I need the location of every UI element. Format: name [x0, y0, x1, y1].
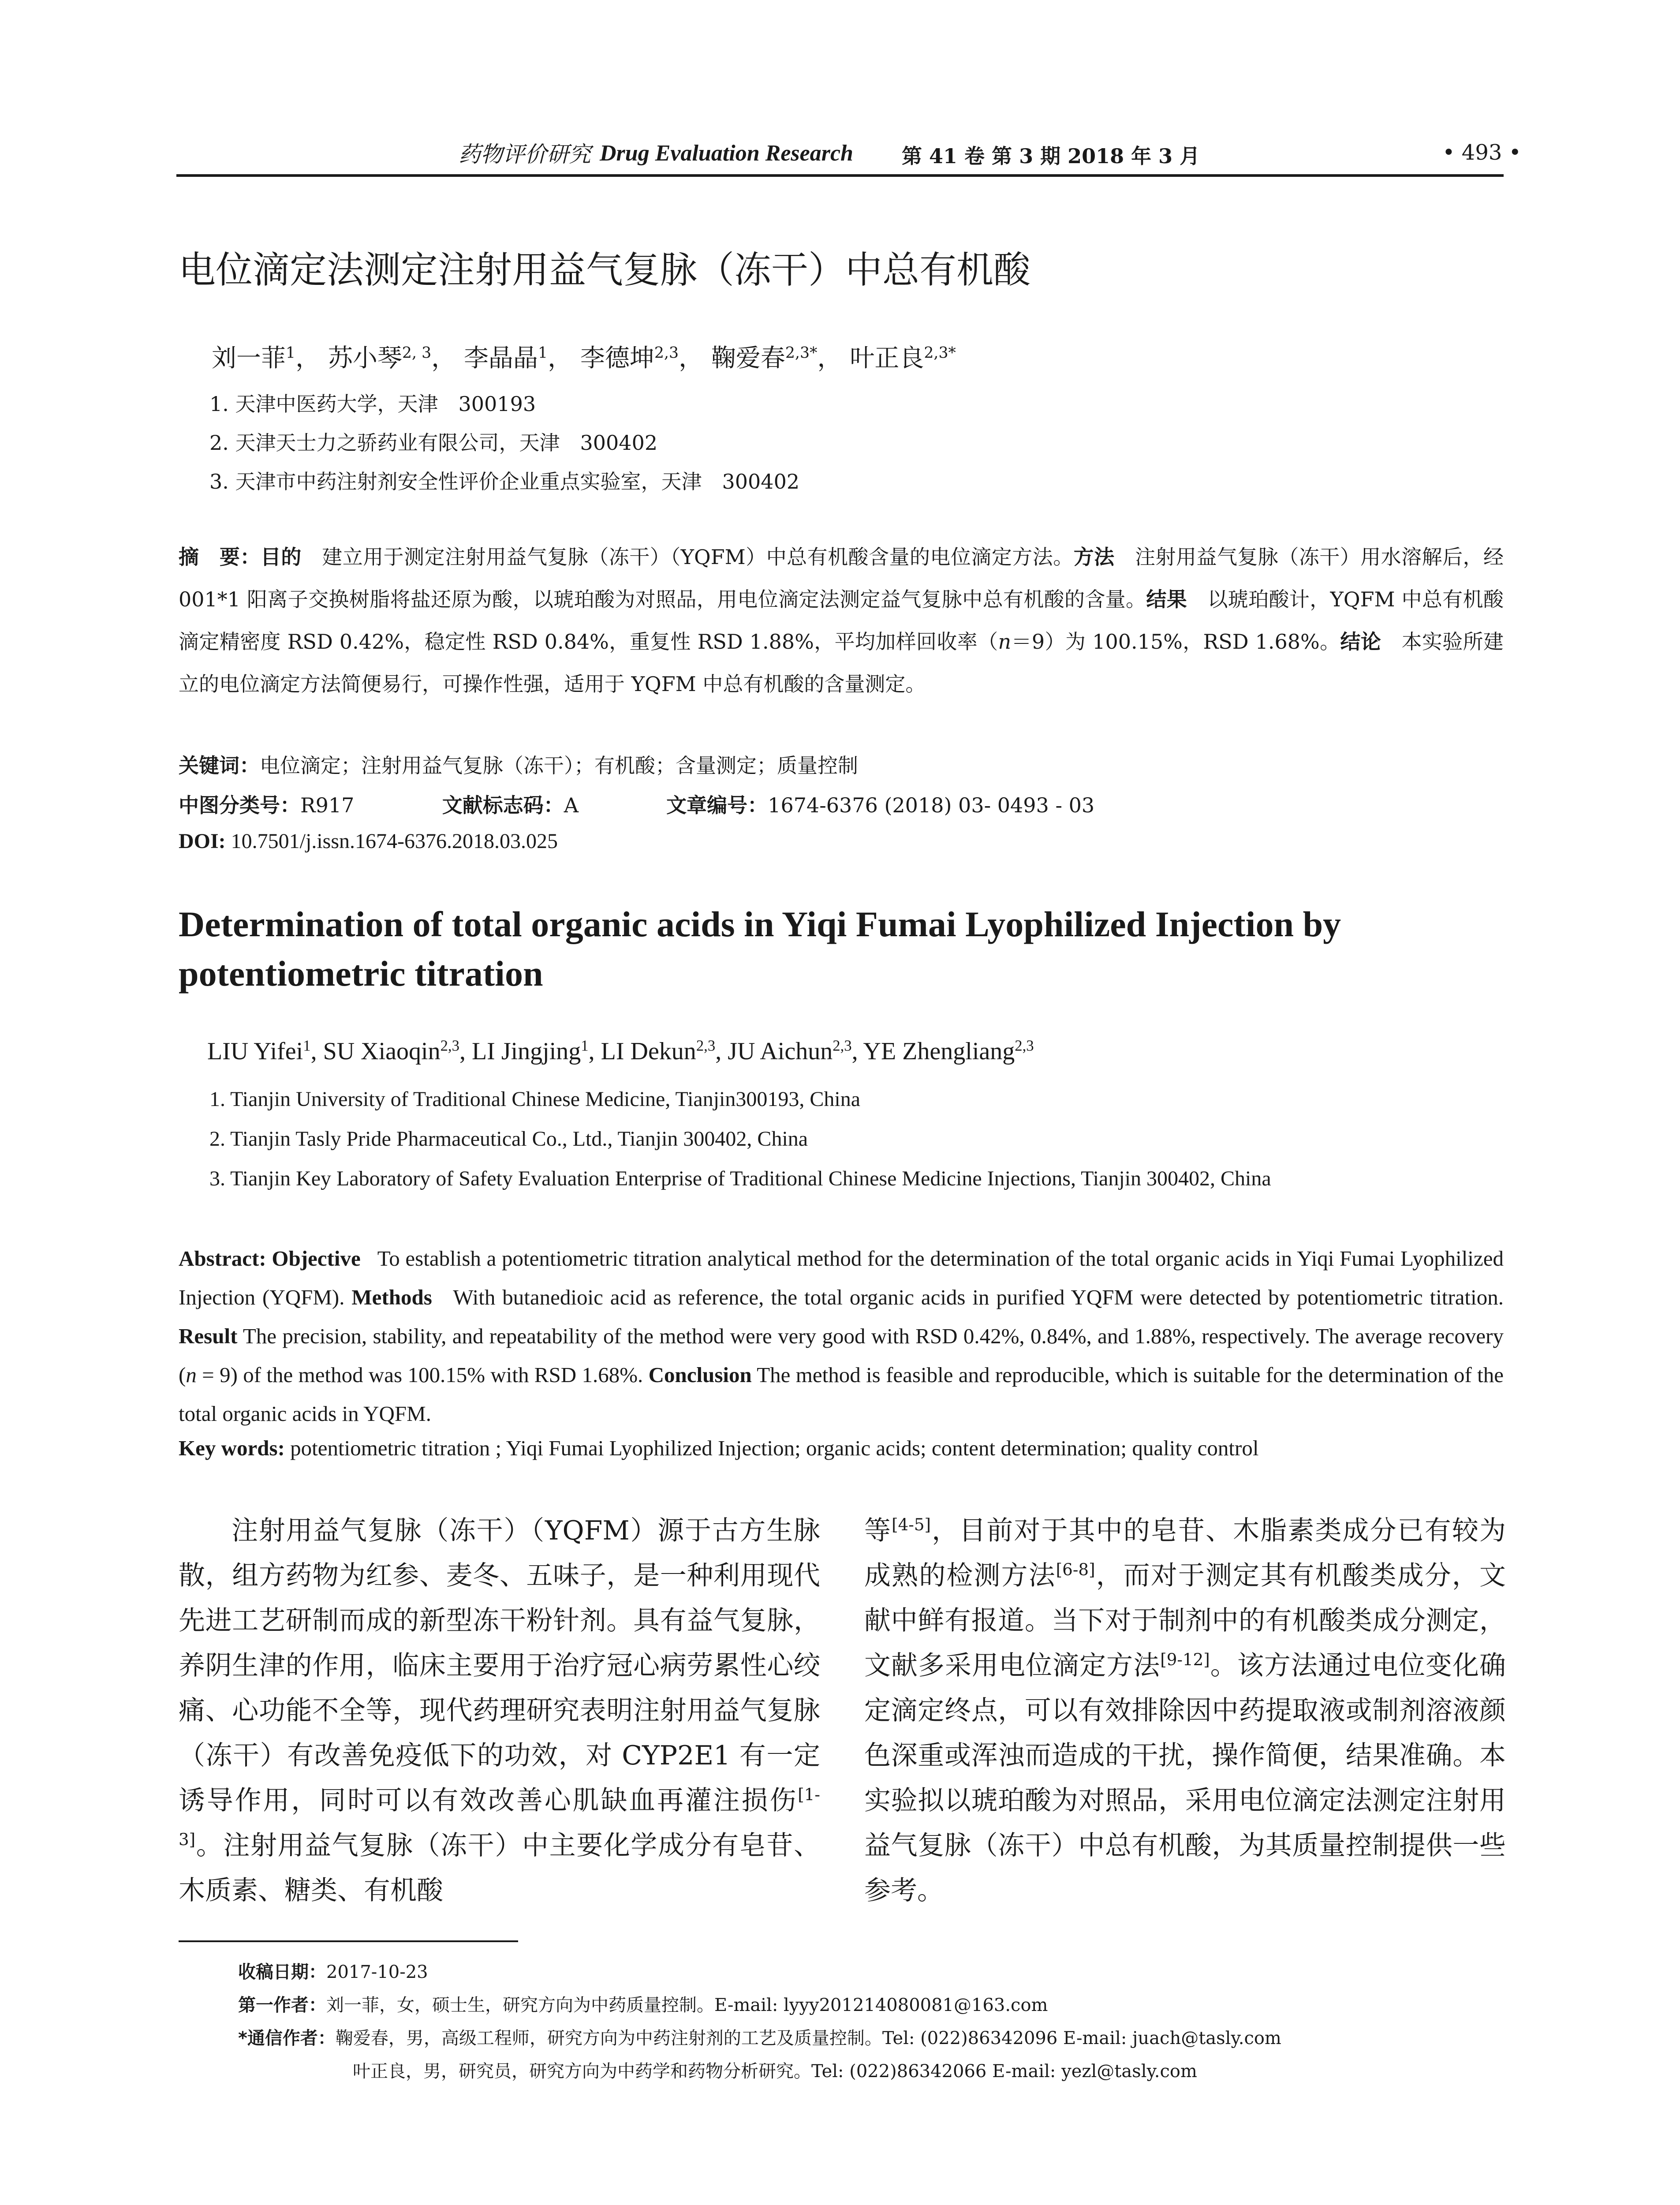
header-rule [176, 174, 1504, 177]
body-paragraph: 注射用益气复脉（冻干）（YQFM）源于古方生脉散，组方药物为红参、麦冬、五味子，是一种利用现代先进工艺研制而成的新型冻干粉针剂。具有益气复脉，养阴生津的作用，临床主要用于治疗冠心病劳累性心绞痛、心功能不全等，现代药理研究表明注射用益气复脉（冻干）有改善免疫低下的功效，对 CYP2E1 有一定诱导作用，同时可以有效改善心肌缺血再灌注损伤[1-3]。注射用益气复脉（冻干）中主要化学成分有皂苷、木质素、糖类、有机酸 [179, 1515, 820, 1906]
journal-logo-cn: 药物评价研究 [459, 142, 591, 167]
title-en: Determination of total organic acids in Yiqi Fumai Lyophilized Injection by potentiometric titration [179, 904, 1341, 994]
abstract-cn: 摘 要：目的 建立用于测定注射用益气复脉（冻干）（YQFM）中总有机酸含量的电位滴定方法。方法 注射用益气复脉（冻干）用水溶解后，经 001*1 阳离子交换树脂将盐还原为酸，以琥珀酸为对照品，用电位滴定法测定益气复脉中总有机酸的含量。结果 以琥珀酸计，YQFM 中总有机酸滴定精密度 RSD 0.42%，稳定性 RSD 0.84%，重复性 RSD 1.88%，平均加样回收率（n＝9）为 100.15%，RSD 1.68%。结论 本实验所建立的电位滴定方法简便易行，可操作性强，适用于 YQFM 中总有机酸的含量测定。 [179, 545, 1504, 696]
affiliation-en-2: 2. Tianjin Tasly Pride Pharmaceutical Co., Ltd., Tianjin 300402, China [209, 1127, 808, 1151]
body-column-left [179, 1508, 820, 1913]
classification-line: 中图分类号：R917 文献标志码：A 文章编号：1674-6376 (2018) 03- 0493 - 03 [179, 793, 1095, 817]
authors-cn: 刘一菲$^1$， 苏小琴$^{2, 3}$， 李晶晶$^1$， 李德坤$^{2,3}$， 鞠爱春$^{2,3*}$， 叶正良$^{2,3*}$ [212, 344, 956, 373]
footnote-received: 收稿日期：2017-10-23 [238, 1962, 428, 1982]
footnote-first-author: 第一作者：刘一菲，女，硕士生，研究方向为中药质量控制。E-mail: lyyy201214080081@163.com [238, 1995, 1048, 2015]
title-cn: 电位滴定法测定注射用益气复脉（冻干）中总有机酸 [179, 248, 1031, 292]
volume-issue: 第 41 卷 第 3 期 2018 年 3 月 [902, 144, 1200, 168]
author-cn: 李德坤$^{2,3}$ [580, 344, 679, 373]
affiliation-cn-2: 2. 天津天士力之骄药业有限公司，天津 300402 [209, 431, 658, 455]
body-column-right [864, 1508, 1506, 1913]
journal-name-en: Drug Evaluation Research [600, 141, 853, 166]
doi-line: DOI: 10.7501/j.issn.1674-6376.2018.03.025 [179, 830, 558, 853]
authors-en: LIU Yifei$^1$, SU Xiaoqin$^{2,3}$, LI Jingjing$^1$, LI Dekun$^{2,3}$, JU Aichun$^{2,3}$, YE Zhengliang$^{2,3}$ [207, 1037, 1034, 1065]
affiliation-cn-3: 3. 天津市中药注射剂安全性评价企业重点实验室，天津 300402 [209, 470, 800, 493]
affiliation-en-3: 3. Tianjin Key Laboratory of Safety Evaluation Enterprise of Traditional Chinese Medicine Injections, Tianjin 300402, China [209, 1167, 1271, 1190]
author-cn: 苏小琴$^{2, 3}$ [328, 344, 432, 373]
affiliation-cn-1: 1. 天津中医药大学，天津 300193 [209, 392, 536, 416]
author-cn: 李晶晶$^1$ [463, 344, 548, 373]
keywords-cn: 关键词：电位滴定；注射用益气复脉（冻干）；有机酸；含量测定；质量控制 [179, 754, 858, 777]
page-number: • 493 • [1442, 140, 1521, 165]
keywords-en: Key words: potentiometric titration ; Yiqi Fumai Lyophilized Injection; organic acids; content determination; quality control [179, 1436, 1259, 1460]
author-cn: 刘一菲$^1$ [212, 344, 296, 373]
body-paragraph: 等[4-5]，目前对于其中的皂苷、木脂素类成分已有较为成熟的检测方法[6-8]，而对于测定其有机酸类成分，文献中鲜有报道。当下对于制剂中的有机酸类成分测定，文献多采用电位滴定方法[9-12]。该方法通过电位变化确定滴定终点，可以有效排除因中药提取液或制剂溶液颜色深重或浑浊而造成的干扰，操作简便，结果准确。本实验拟以琥珀酸为对照品，采用电位滴定法测定注射用益气复脉（冻干）中总有机酸，为其质量控制提供一些参考。 [864, 1515, 1506, 1906]
footnote-corresponding: *通信作者：鞠爱春，男，高级工程师，研究方向为中药注射剂的工艺及质量控制。Tel: (022)86342096 E-mail: juach@tasly.com [238, 2028, 1281, 2048]
footnote-corresponding-2: 叶正良，男，研究员，研究方向为中药学和药物分析研究。Tel: (022)86342066 E-mail: yezl@tasly.com [353, 2061, 1197, 2082]
abstract-en: Abstract: Objective To establish a potentiometric titration analytical method for the determination of the total organic acids in Yiqi Fumai Lyophilized Injection (YQFM). Methods With butanedioic acid as reference, the total organic acids in purified YQFM were detected by potentiometric titration. Result The precision, stability, and repeatability of the method were very good with RSD 0.42%, 0.84%, and 1.88%, respectively. The average recovery (n = 9) of the method was 100.15% with RSD 1.68%. Conclusion The method is feasible and reproducible, which is suitable for the determination of the total organic acids in YQFM. [179, 1246, 1504, 1426]
author-cn: 鞠爱春$^{2,3*}$ [711, 344, 818, 373]
author-cn: 叶正良$^{2,3*}$ [850, 344, 956, 373]
affiliation-en-1: 1. Tianjin University of Traditional Chinese Medicine, Tianjin300193, China [209, 1088, 861, 1111]
footnote-rule [179, 1940, 518, 1942]
